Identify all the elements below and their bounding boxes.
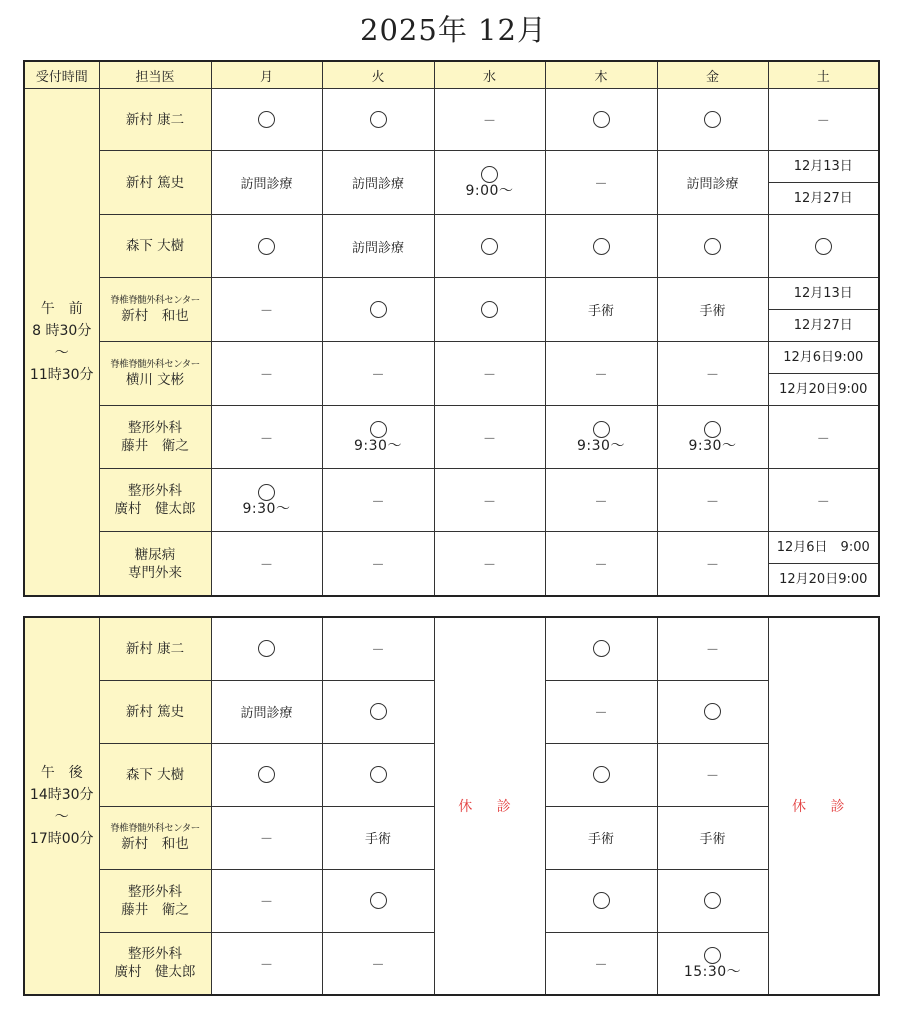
schedule-cell [434, 469, 545, 532]
schedule-text: － [482, 558, 496, 573]
doctor-name: 森下 大樹 [125, 238, 185, 254]
circle-icon [593, 238, 610, 255]
schedule-cell [657, 406, 768, 469]
available-marker [546, 238, 657, 255]
available-marker [212, 766, 322, 783]
period-end: 17時00分 [29, 831, 94, 847]
circle-icon [704, 703, 721, 720]
schedule-cell [545, 680, 657, 743]
doctor-cell [99, 406, 211, 469]
schedule-cell [657, 617, 768, 680]
available-marker [323, 766, 434, 783]
schedule-text: － [482, 114, 496, 129]
schedule-cell [322, 342, 434, 406]
schedule-cell [434, 278, 545, 342]
table-row [24, 89, 879, 151]
circle-icon [593, 421, 610, 438]
doctor-name-line2: 廣村 健太郎 [114, 501, 196, 517]
schedule-cell [434, 215, 545, 278]
schedule-cell [657, 743, 768, 806]
header-wed: 水 [434, 61, 545, 89]
available-marker [212, 238, 322, 255]
schedule-text: 手術 [364, 832, 391, 847]
schedule-text: － [482, 494, 496, 510]
schedule-text: － [816, 494, 830, 510]
schedule-cell [322, 406, 434, 469]
saturday-date: 12月13日 [793, 159, 853, 174]
schedule-cell [211, 532, 322, 597]
schedule-text: － [594, 368, 608, 383]
available-marker [658, 421, 768, 454]
doctor-cell [99, 806, 211, 869]
schedule-cell [768, 151, 879, 215]
period-tilde: ～ [54, 345, 69, 361]
schedule-cell [545, 342, 657, 406]
schedule-text: － [259, 368, 273, 383]
saturday-dates [769, 532, 879, 595]
circle-icon [481, 238, 498, 255]
schedule-cell [545, 89, 657, 151]
circle-icon [704, 421, 721, 438]
doctor-cell [99, 278, 211, 342]
period-label: 午 前 [40, 301, 83, 317]
schedule-cell [545, 743, 657, 806]
doctor-cell [99, 151, 211, 215]
schedule-cell [545, 806, 657, 869]
available-marker [212, 484, 322, 517]
saturday-dates [769, 342, 879, 405]
schedule-text: － [371, 643, 385, 659]
schedule-cell [434, 89, 545, 151]
doctor-cell [99, 680, 211, 743]
table-row [24, 532, 879, 597]
available-marker [212, 111, 322, 128]
available-marker [546, 640, 657, 657]
start-time: 9:00～ [465, 183, 514, 199]
header-mon: 月 [211, 61, 322, 89]
saturday-dates [769, 278, 879, 341]
schedule-cell [657, 151, 768, 215]
doctor-cell [99, 932, 211, 995]
schedule-cell [657, 89, 768, 151]
circle-icon [481, 166, 498, 183]
saturday-dates [769, 151, 879, 214]
schedule-text: － [594, 558, 608, 573]
afternoon-schedule-table [23, 616, 880, 996]
circle-icon [704, 111, 721, 128]
schedule-text: － [594, 177, 608, 192]
schedule-cell [211, 215, 322, 278]
schedule-cell [545, 469, 657, 532]
schedule-cell [211, 617, 322, 680]
schedule-cell [434, 406, 545, 469]
morning-schedule-table [23, 60, 880, 597]
available-marker [658, 947, 768, 980]
circle-icon [258, 484, 275, 501]
schedule-text: － [259, 431, 273, 447]
schedule-cell [322, 617, 434, 680]
schedule-cell [211, 278, 322, 342]
schedule-text: － [594, 957, 608, 973]
schedule-cell [211, 932, 322, 995]
closed-cell: 休 診 [768, 617, 879, 995]
doctor-name: 新村 和也 [121, 835, 189, 852]
schedule-cell [768, 532, 879, 597]
schedule-text: 手術 [587, 832, 614, 847]
schedule-text: － [259, 304, 273, 319]
schedule-text: 訪問診療 [240, 706, 293, 721]
schedule-cell [322, 680, 434, 743]
doctor-cell [99, 743, 211, 806]
circle-icon [370, 421, 387, 438]
period-start: 8 時30分 [32, 323, 92, 339]
circle-icon [370, 892, 387, 909]
schedule-cell [768, 469, 879, 532]
circle-icon [370, 111, 387, 128]
table-row [24, 406, 879, 469]
schedule-cell [657, 532, 768, 597]
schedule-cell [322, 151, 434, 215]
schedule-text: － [816, 431, 830, 447]
doctor-cell [99, 215, 211, 278]
available-marker [323, 703, 434, 720]
doctor-name: 新村 康二 [125, 111, 185, 128]
period-start: 14時30分 [29, 787, 94, 803]
schedule-text: － [816, 114, 830, 129]
schedule-cell [211, 680, 322, 743]
schedule-cell [545, 532, 657, 597]
closed-cell: 休 診 [434, 617, 545, 995]
header-sat: 土 [768, 61, 879, 89]
schedule-cell [768, 342, 879, 406]
page-title: 2025年 12月 [360, 13, 547, 47]
schedule-cell [322, 215, 434, 278]
circle-icon [593, 892, 610, 909]
available-marker [435, 301, 545, 318]
schedule-cell [657, 215, 768, 278]
reception-time-cell [24, 89, 99, 597]
schedule-text: 訪問診療 [351, 240, 404, 256]
schedule-cell [545, 932, 657, 995]
schedule-cell [434, 342, 545, 406]
available-marker [546, 111, 657, 128]
schedule-text: － [705, 368, 719, 383]
schedule-text: － [482, 431, 496, 447]
doctor-name: 整形外科 [128, 946, 182, 963]
schedule-cell [768, 406, 879, 469]
schedule-cell [211, 806, 322, 869]
doctor-cell [99, 617, 211, 680]
circle-icon [370, 703, 387, 720]
schedule-text: － [705, 769, 719, 784]
schedule-cell [657, 680, 768, 743]
circle-icon [704, 238, 721, 255]
period-tilde: ～ [54, 809, 69, 825]
circle-icon [593, 640, 610, 657]
circle-icon [815, 238, 832, 255]
doctor-name: 新村 和也 [121, 307, 189, 324]
schedule-cell [545, 406, 657, 469]
header-fri: 金 [657, 61, 768, 89]
circle-icon [370, 766, 387, 783]
start-time: 9:30～ [688, 437, 737, 454]
available-marker [212, 640, 322, 657]
available-marker [546, 421, 657, 454]
schedule-cell [211, 89, 322, 151]
schedule-text: － [594, 706, 608, 721]
schedule-cell [657, 278, 768, 342]
header-doctor: 担当医 [99, 61, 211, 89]
table-row [24, 469, 879, 532]
schedule-cell [545, 617, 657, 680]
schedule-cell [768, 89, 879, 151]
available-marker [546, 766, 657, 783]
doctor-name-line2: 廣村 健太郎 [114, 964, 196, 981]
circle-icon [704, 892, 721, 909]
available-marker [323, 111, 434, 128]
schedule-text: － [371, 558, 385, 573]
schedule-text: － [482, 368, 496, 383]
saturday-date: 12月6日 9:00 [776, 540, 870, 555]
start-time: 15:30～ [683, 963, 742, 980]
saturday-date: 12月13日 [793, 286, 853, 301]
schedule-text: 訪問診療 [351, 177, 404, 192]
doctor-cell [99, 89, 211, 151]
start-time: 9:30～ [242, 500, 291, 517]
available-marker [658, 238, 768, 255]
schedule-cell [322, 743, 434, 806]
doctor-cell [99, 469, 211, 532]
doctor-name: 整形外科 [128, 883, 182, 900]
table-row [24, 278, 879, 342]
header-row [24, 61, 879, 89]
doctor-name: 新村 篤史 [125, 174, 185, 191]
table-row [24, 215, 879, 278]
doctor-name: 新村 篤史 [125, 703, 185, 720]
saturday-date: 12月6日9:00 [783, 350, 864, 365]
reception-time-cell [24, 617, 99, 995]
circle-icon [258, 111, 275, 128]
saturday-date: 12月20日9:00 [769, 373, 879, 405]
schedule-text: － [259, 895, 273, 910]
schedule-cell [322, 806, 434, 869]
header-tue: 火 [322, 61, 434, 89]
circle-icon [593, 111, 610, 128]
circle-icon [258, 766, 275, 783]
doctor-name-line2: 藤井 衛之 [121, 438, 189, 454]
available-marker [769, 238, 879, 255]
schedule-cell [545, 151, 657, 215]
schedule-cell [211, 743, 322, 806]
schedule-cell [657, 869, 768, 932]
circle-icon [704, 947, 721, 964]
header-thu: 木 [545, 61, 657, 89]
circle-icon [593, 766, 610, 783]
schedule-cell [768, 278, 879, 342]
circle-icon [258, 238, 275, 255]
available-marker [435, 166, 545, 199]
doctor-name: 横川 文彬 [125, 371, 185, 388]
circle-icon [370, 301, 387, 318]
schedule-text: 手術 [699, 304, 726, 319]
schedule-text: 手術 [699, 832, 726, 847]
saturday-date: 12月27日 [769, 182, 879, 214]
doctor-cell [99, 342, 211, 406]
circle-icon [481, 301, 498, 318]
schedule-cell [322, 469, 434, 532]
doctor-name: 整形外科 [128, 420, 182, 436]
schedule-cell [545, 869, 657, 932]
schedule-text: － [259, 957, 273, 973]
available-marker [658, 111, 768, 128]
schedule-cell [322, 532, 434, 597]
doctor-department: 脊椎脊髄外科センター [110, 822, 200, 834]
schedule-text: 訪問診療 [686, 177, 739, 192]
schedule-cell [211, 151, 322, 215]
schedule-text: 訪問診療 [240, 177, 293, 192]
period-label: 午 後 [40, 765, 83, 781]
doctor-department: 脊椎脊髄外科センター [110, 294, 200, 306]
available-marker [435, 238, 545, 255]
schedule-cell [211, 469, 322, 532]
doctor-cell [99, 869, 211, 932]
doctor-cell [99, 532, 211, 597]
schedule-text: － [594, 494, 608, 510]
schedule-text: － [259, 832, 273, 847]
schedule-text: － [371, 957, 385, 973]
available-marker [658, 892, 768, 909]
schedule-cell [434, 532, 545, 597]
schedule-cell [657, 932, 768, 995]
schedule-cell [657, 469, 768, 532]
doctor-name: 糖尿病 [134, 546, 176, 563]
table-row [24, 342, 879, 406]
available-marker [546, 892, 657, 909]
start-time: 9:30～ [577, 437, 625, 454]
doctor-department: 脊椎脊髄外科センター [110, 358, 200, 370]
available-marker [323, 421, 434, 454]
doctor-name: 新村 康二 [125, 640, 185, 657]
schedule-text: － [259, 558, 273, 573]
schedule-cell [322, 869, 434, 932]
available-marker [658, 703, 768, 720]
header-reception-time: 受付時間 [24, 61, 99, 89]
schedule-text: － [371, 494, 385, 510]
table-row [24, 617, 879, 680]
schedule-cell [545, 215, 657, 278]
schedule-cell [322, 278, 434, 342]
available-marker [323, 301, 434, 318]
schedule-cell [211, 342, 322, 406]
table-row [24, 151, 879, 215]
available-marker [323, 892, 434, 909]
schedule-cell [768, 215, 879, 278]
schedule-cell [211, 406, 322, 469]
doctor-name: 整形外科 [128, 483, 182, 499]
doctor-name: 森下 大樹 [125, 766, 185, 783]
schedule-cell [657, 342, 768, 406]
saturday-date: 12月27日 [769, 309, 879, 341]
schedule-text: － [705, 643, 719, 659]
schedule-cell [322, 89, 434, 151]
schedule-text: 手術 [587, 304, 614, 319]
start-time: 9:30～ [354, 437, 402, 454]
schedule-text: － [371, 368, 385, 383]
schedule-cell [657, 806, 768, 869]
doctor-name-line2: 藤井 衛之 [121, 901, 189, 918]
period-end: 11時30分 [29, 367, 94, 383]
schedule-cell [434, 151, 545, 215]
saturday-date: 12月20日9:00 [769, 563, 879, 595]
doctor-name-line2: 専門外来 [128, 564, 182, 581]
circle-icon [258, 640, 275, 657]
schedule-cell [545, 278, 657, 342]
schedule-text: － [705, 558, 719, 573]
schedule-cell [322, 932, 434, 995]
schedule-text: － [705, 494, 719, 510]
schedule-cell [211, 869, 322, 932]
